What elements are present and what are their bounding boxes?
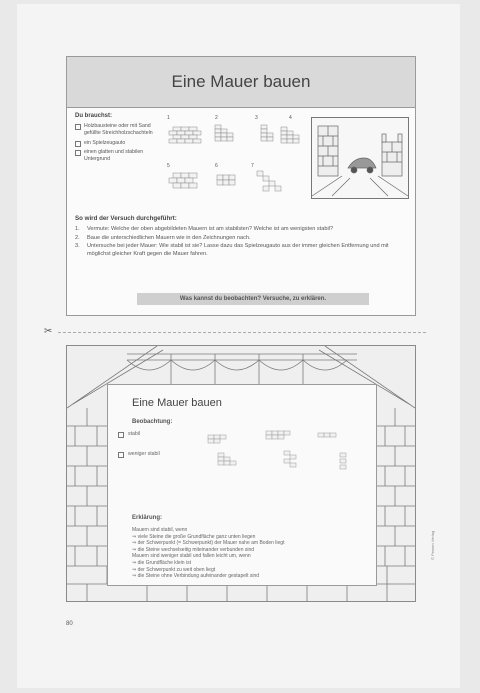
observation-less-stable: weniger stabil	[118, 451, 160, 458]
checkbox-icon	[75, 141, 81, 147]
experiment-title: Eine Mauer bauen	[67, 57, 415, 108]
wall-number: 4	[289, 115, 292, 121]
materials-item: Holzbausteine oder mit Sand gefüllte Streichholzschachteln	[75, 123, 165, 137]
explanation-line: ⇒ viele Steine die große Grundfläche ganz unten liegen	[132, 533, 256, 540]
materials-list	[75, 113, 165, 165]
step-number: 1.	[75, 226, 80, 233]
procedure-section	[75, 215, 405, 259]
question-bar: Was kannst du beobachten? Versuche, zu erklären.	[137, 293, 369, 305]
wall-number: 5	[167, 163, 170, 169]
wall-number: 7	[251, 163, 254, 169]
explanation-line: Mauern sind stabil, wenn	[132, 527, 188, 533]
explanation-line: Mauern sind weniger stabil und fallen leicht um, wenn	[132, 553, 251, 560]
procedure-step: 3. Untersuche bei jeder Mauer: Wie stabil ist sie? Lasse dazu das Spielzeugauto aus der immer gleichen Entfernung und mit möglichst gleicher Kraft gegen die Mauer fahren.	[75, 243, 389, 257]
explanation-heading: Erklärung:	[132, 515, 163, 521]
arrow-icon: ⇒	[132, 533, 138, 540]
wall-number: 3	[255, 115, 258, 121]
observation-stable: stabil	[118, 431, 140, 438]
checkbox-icon	[118, 432, 124, 438]
explanation-line: ⇒ die Grundfläche klein ist	[132, 559, 191, 566]
checkbox-icon	[75, 124, 81, 130]
step-number: 2.	[75, 234, 80, 241]
car-wall-illustration	[311, 117, 409, 199]
wall-sketches-drawing	[165, 113, 305, 206]
solution-card	[66, 345, 416, 602]
car-wall-drawing	[312, 118, 408, 198]
observation-wall-sketches	[178, 425, 368, 485]
procedure-step: 1. Vermute: Welche der oben abgebildeten Mauern ist am stabilsten? Welche ist am wenigsten stabil?	[75, 226, 334, 233]
wall-number: 6	[215, 163, 218, 169]
wall-number: 2	[215, 115, 218, 121]
explanation-line: ⇒ der Schwerpunkt (= Schwerpunkt) der Mauer nahe am Boden liegt	[132, 540, 285, 547]
step-number: 3.	[75, 243, 80, 250]
materials-item: einen glatten und stabilen Untergrund	[75, 149, 165, 163]
materials-item: ein Spielzeugauto	[75, 140, 165, 147]
procedure-step: 2. Baue die unterschiedlichen Mauern wie in den Zeichnungen nach.	[75, 234, 251, 241]
procedure-heading: So wird der Versuch durchgeführt:	[75, 215, 177, 222]
arrow-icon: ⇒	[132, 566, 138, 573]
observation-heading: Beobachtung:	[132, 419, 173, 425]
arrow-icon: ⇒	[132, 540, 138, 547]
scissors-icon: ✂	[44, 326, 53, 337]
copyright-note: © Persen Verlag	[430, 530, 435, 560]
wall-number: 1	[167, 115, 170, 121]
explanation-line: ⇒ der Schwerpunkt zu weit oben liegt	[132, 566, 216, 573]
explanation-list	[132, 527, 362, 580]
materials-heading: Du brauchst:	[75, 113, 113, 119]
experiment-card	[66, 56, 416, 316]
page-number: 80	[66, 621, 73, 627]
wall-sketches	[165, 113, 305, 206]
explanation-line: ⇒ die Steine wechselseitig miteinander verbunden sind	[132, 546, 255, 553]
arrow-icon: ⇒	[132, 559, 138, 566]
arrow-icon: ⇒	[132, 573, 138, 580]
explanation-line: ⇒ die Steine ohne Verbindung aufeinander gestapelt sind	[132, 573, 260, 580]
cut-line	[58, 332, 426, 333]
arrow-icon: ⇒	[132, 546, 138, 553]
checkbox-icon	[75, 150, 81, 156]
solution-board	[107, 384, 377, 586]
solution-title: Eine Mauer bauen	[132, 397, 222, 409]
checkbox-icon	[118, 452, 124, 458]
